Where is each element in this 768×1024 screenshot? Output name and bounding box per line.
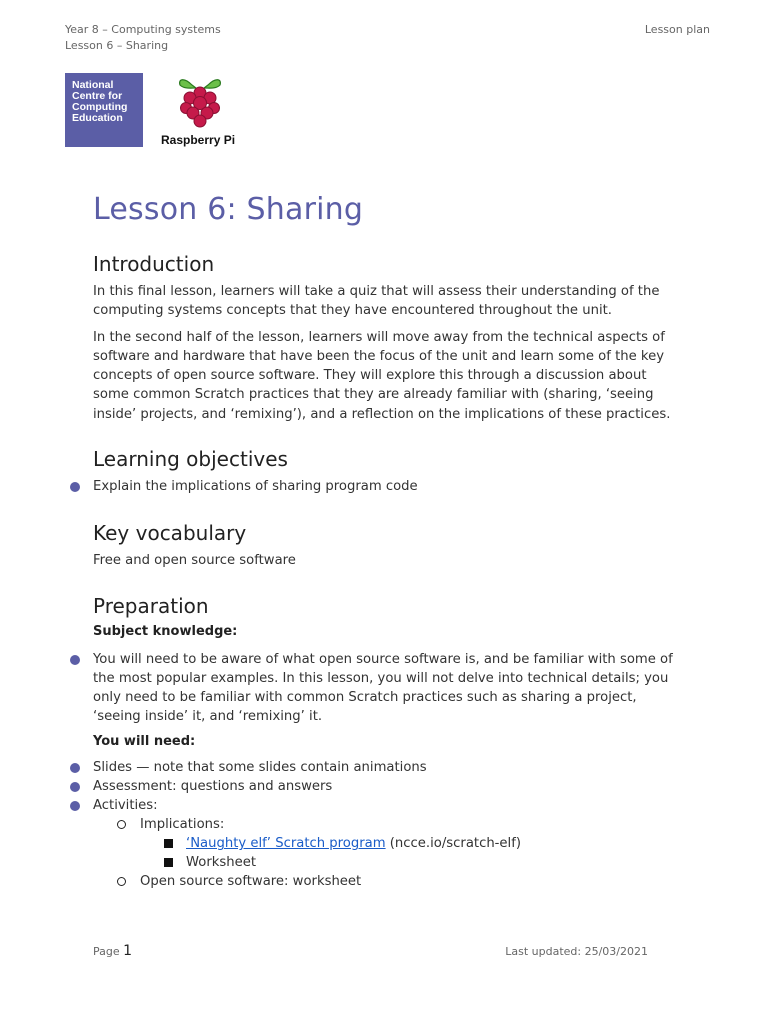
header-lesson: Lesson 6 – Sharing	[65, 39, 169, 52]
footer-last-updated: Last updated: 25/03/2021	[505, 945, 648, 958]
introduction-heading: Introduction	[93, 252, 215, 276]
key-vocabulary-heading: Key vocabulary	[93, 521, 247, 546]
list-item: Assessment: questions and answers	[47, 777, 687, 796]
learning-objectives-heading: Learning objectives	[93, 447, 288, 472]
vocabulary-text: Free and open source software	[93, 553, 296, 569]
introduction-paragraph-1: In this final lesson, learners will take a quiz that will assess their understanding of the computing systems concepts that they have encountered throughout the unit.	[93, 284, 660, 319]
hollow-bullet-icon	[117, 877, 126, 886]
square-bullet-icon	[164, 858, 173, 867]
preparation-heading: Preparation	[93, 594, 209, 619]
list-item: ‘Naughty elf’ Scratch program (ncce.io/scratch-elf)	[47, 834, 687, 853]
list-item: Activities:	[47, 796, 687, 815]
header-doc-type: Lesson plan	[644, 23, 710, 36]
bullet-icon	[70, 782, 80, 792]
square-bullet-icon	[164, 839, 173, 848]
bullet-icon	[70, 763, 80, 773]
materials-list	[47, 758, 687, 891]
ncce-logo: National Centre for Computing Education	[65, 73, 143, 147]
main-content	[93, 190, 683, 891]
list-item: Open source software: worksheet	[47, 872, 687, 891]
raspberry-pi-icon	[172, 71, 228, 131]
page-title: Lesson 6: Sharing	[93, 192, 364, 227]
header-left	[65, 22, 221, 54]
list-item: Implications:	[47, 815, 687, 834]
raspberry-pi-wordmark: Raspberry Pi	[161, 133, 236, 147]
bullet-icon	[70, 482, 80, 492]
introduction-paragraph-2: In the second half of the lesson, learners will move away from the technical aspects of software and hardware that have been the focus of the unit and learn some of the key concepts of open source software. They will explore this through a discussion about some common Scratch practices that they are already familiar with (sharing, ‘seeing inside’ projects, and ‘remixing’), and a reflection on the implications of these practices.	[93, 329, 671, 422]
hollow-bullet-icon	[117, 820, 126, 829]
naughty-elf-link[interactable]: ‘Naughty elf’ Scratch program	[186, 836, 386, 852]
list-item: Explain the implications of sharing program code	[47, 477, 687, 496]
subject-knowledge-label: Subject knowledge:	[93, 624, 238, 640]
footer-page-number: Page 1	[93, 943, 133, 959]
bullet-icon	[70, 801, 80, 811]
you-will-need-label: You will need:	[93, 734, 196, 750]
bullet-icon	[70, 655, 80, 665]
header-unit: Year 8 – Computing systems	[65, 23, 221, 36]
list-item: You will need to be aware of what open source software is, and be familiar with some of the most popular examples. In this lesson, you will not delve into technical details; you only need to be familiar with common Scratch practices such as sharing a project, ‘seeing inside’ it, and ‘remixing’ it.	[47, 650, 683, 726]
list-item: Slides — note that some slides contain animations	[47, 758, 687, 777]
subject-knowledge-list	[47, 650, 683, 726]
list-item: Worksheet	[47, 853, 687, 872]
objectives-list	[47, 477, 687, 496]
